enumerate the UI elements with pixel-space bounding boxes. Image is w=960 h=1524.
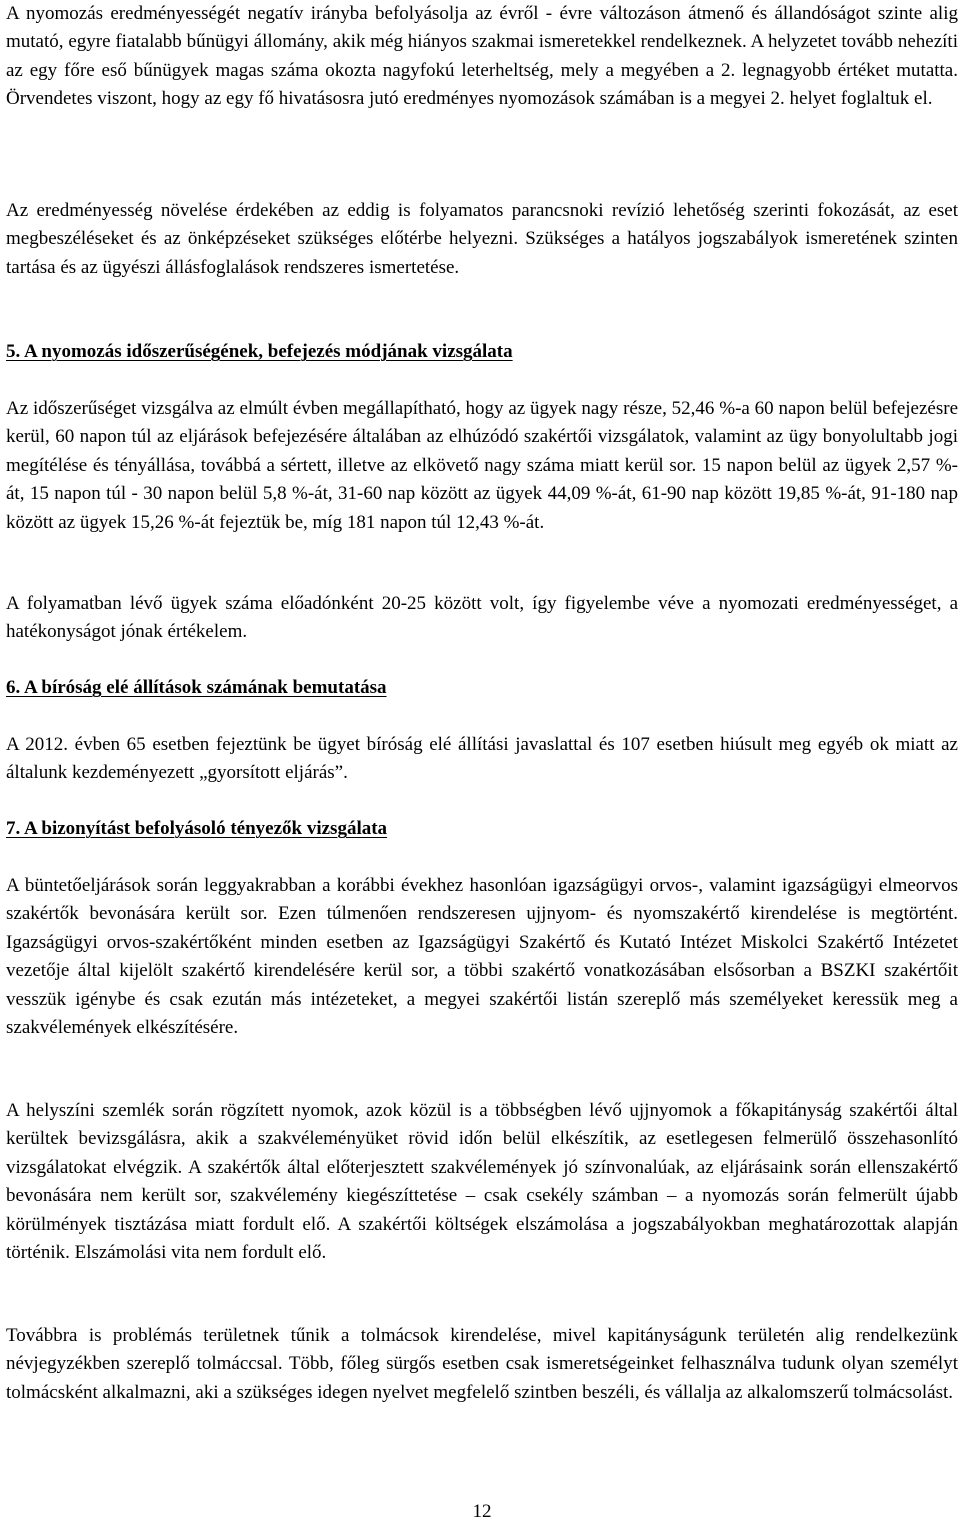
paragraph-timeliness: Az időszerűséget vizsgálva az elmúlt évben megállapítható, hogy az ügyek nagy része, 52,46 %-a 60 napon belül befejezésre kerül, 60 napon túl az eljárások befejezésére általában az elhúzódó szakértői vizsgálatok, valamint az ügy bonyolultabb jogi megítélése és tényállása, továbbá a sértett, illetve az elkövető nagy száma miatt kerül sor. 15 napon belül az ügyek 2,57 %-át, 15 napon túl - 30 napon belül 5,8 %-át, 31-60 nap között az ügyek 44,09 %-át, 61-90 nap között 19,85 %-át, 91-180 nap között az ügyek 15,26 %-át fejeztük be, míg 181 napon túl 12,43 %-át. bbox=[6, 398, 958, 533]
paragraph-interpreters: Továbbra is problémás területnek tűnik a tolmácsok kirendelése, mivel kapitányságunk területén alig rendelkezünk névjegyzékben szereplő tolmáccsal. Több, főleg sürgős esetben csak ismeretségeinket felhasználva tudunk olyan személyt tolmácsként alkalmazni, aki a szükséges idegen nyelvet megfelelő szintben beszéli, és vállalja az alkalomszerű tolmácsolást. bbox=[6, 1325, 958, 1403]
paragraph-court-referrals: A 2012. évben 65 esetben fejeztünk be ügyet bíróság elé állítási javaslattal és 107 esetben hiúsult meg egyéb ok miatt az általunk kezdeményezett „gyorsított eljárás”. bbox=[6, 734, 958, 784]
section-heading-5: 5. A nyomozás időszerűségének, befejezés módjának vizsgálata bbox=[6, 341, 513, 362]
section-heading-7: 7. A bizonyítást befolyásoló tényezők vizsgálata bbox=[6, 818, 388, 839]
paragraph-expert-involvement: A büntetőeljárások során leggyakrabban a korábbi évekhez hasonlóan igazságügyi orvos-, valamint igazságügyi elmeorvos szakértők bevonására került sor. Ezen túlmenően rendszeresen ujjnyom- és nyomszakértő kirendelése is megtörtént. Igazságügyi orvos-szakértőként minden esetben az Igazságügyi Szakértő és Kutató Intézet Miskolci Szakértő Intézetet vezetője által kijelölt szakértő kirendelésére kerül sor, a többi szakértő vonatkozásában elsősorban a BSZKI szakértőit vesszük igénybe és csak ezután más intézeteket, a megyei szakértői listán szereplő más személyeket keressük meg a szakvélemények elkészítésére. bbox=[6, 875, 958, 1039]
section-heading-6: 6. A bíróság elé állítások számának bemutatása bbox=[6, 677, 387, 698]
paragraph-ongoing-cases: A folyamatban lévő ügyek száma előadónként 20-25 között volt, így figyelembe véve a nyomozati eredményességet, a hatékonyságot jónak értékelem. bbox=[6, 593, 958, 643]
paragraph-improvement-measures: Az eredményesség növelése érdekében az eddig is folyamatos parancsnoki revízió lehetőség szerinti fokozását, az eset megbeszéléseket és az önképzéseket szükséges előtérbe helyezni. Szükséges a hatályos jogszabályok ismeretének szinten tartása és az ügyészi állásfoglalások rendszeres ismertetése. bbox=[6, 200, 958, 278]
paragraph-crime-scene-traces: A helyszíni szemlék során rögzített nyomok, azok közül is a többségben lévő ujjnyomok a főkapitányság szakértői által kerültek bevizsgálásra, akik a szakvéleményüket rövid időn belül elkészítik, az esetlegesen felmerülő összehasonlító vizsgálatokat elvégzik. A szakértők által előterjesztett szakvélemények jó színvonalúak, az eljárásaink során ellenszakértő bevonására nem került sor, szakvélemény kiegészíttetése – csak csekély számban – a nyomozás során felmerült újabb körülmények tisztázása miatt fordult elő. A szakértői költségek elszámolása a jogszabályokban meghatározottak alapján történik. Elszámolási vita nem fordult elő. bbox=[6, 1100, 958, 1264]
page-number: 12 bbox=[472, 1501, 492, 1522]
document-page bbox=[6, 0, 958, 1524]
paragraph-investigation-effectiveness: A nyomozás eredményességét negatív irányba befolyásolja az évről - évre változáson átmenő és állandóságot szinte alig mutató, egyre fiatalabb bűnügyi állomány, akik még hiányos szakmai ismeretekkel rendelkeznek. A helyzetet tovább nehezíti az egy főre eső bűnügyek magas száma okozta nagyfokú leterheltség, mely a megyében a 2. legnagyobb értéket mutatta. Örvendetes viszont, hogy az egy fő hivatásosra jutó eredményes nyomozások számában is a megyei 2. helyet foglaltuk el. bbox=[6, 3, 958, 110]
